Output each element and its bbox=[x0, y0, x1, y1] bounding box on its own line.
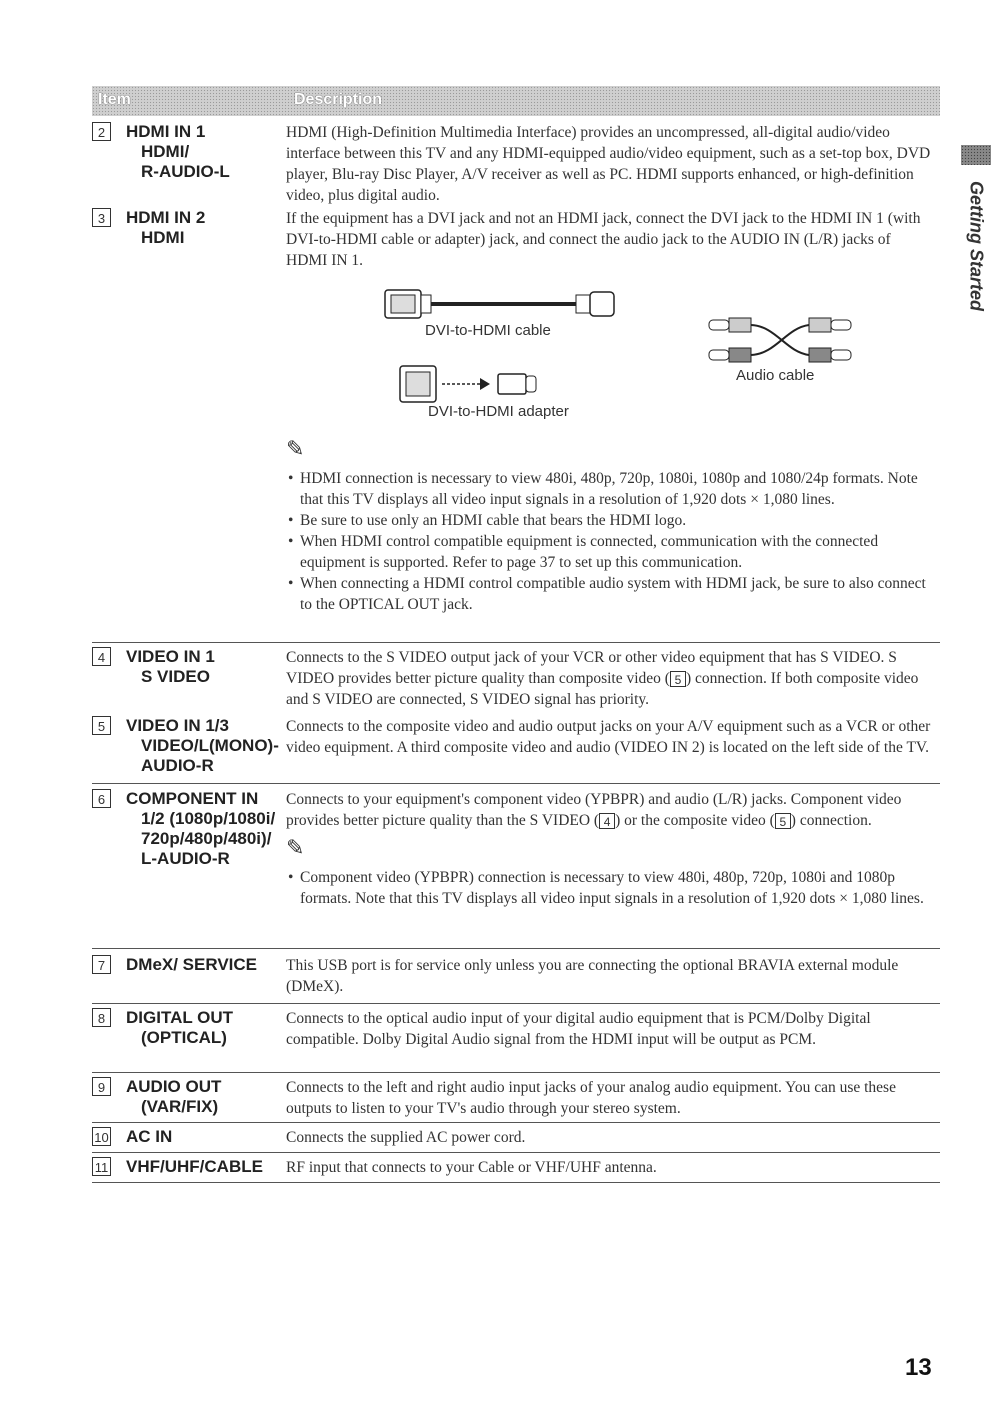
item-description bbox=[286, 955, 932, 997]
item-number: 4 bbox=[92, 647, 111, 666]
audio-cable-illustration bbox=[706, 314, 856, 366]
note-item: • Be sure to use only an HDMI cable that bears the HDMI logo. bbox=[286, 510, 932, 531]
item-description bbox=[286, 1157, 932, 1178]
table-header bbox=[92, 86, 940, 116]
item-name-line: VHF/UHF/CABLE bbox=[126, 1157, 263, 1176]
item-name bbox=[126, 789, 275, 869]
item-description bbox=[286, 122, 932, 206]
item-description bbox=[286, 716, 932, 758]
row-divider bbox=[92, 948, 940, 949]
item-name-line: (VAR/FIX) bbox=[141, 1097, 219, 1116]
row-divider bbox=[92, 1122, 940, 1123]
description-text: RF input that connects to your Cable or VHF/UHF antenna. bbox=[286, 1159, 657, 1176]
item-number: 5 bbox=[92, 716, 111, 735]
item-description bbox=[286, 1127, 932, 1148]
description-text: This USB port is for service only unless you are connecting the optional BRAVIA external module (DMeX). bbox=[286, 957, 899, 995]
note-item: • When connecting a HDMI control compatible audio system with HDMI jack, be sure to also connect to the OPTICAL OUT jack. bbox=[286, 573, 932, 615]
item-description bbox=[286, 647, 932, 710]
description-text: Connects the supplied AC power cord. bbox=[286, 1129, 526, 1146]
item-name-line: (OPTICAL) bbox=[141, 1028, 227, 1047]
item-description bbox=[286, 1077, 932, 1119]
item-name-line: R-AUDIO-L bbox=[141, 162, 230, 181]
item-name-line: HDMI IN 1 bbox=[126, 122, 206, 141]
item-name-line: L-AUDIO-R bbox=[141, 849, 230, 868]
row-divider bbox=[92, 1072, 940, 1073]
description-text: Connects to the left and right audio input jacks of your analog audio equipment. You can use these outputs to listen to your TV's audio through your stereo system. bbox=[286, 1079, 896, 1117]
item-name-line: AC IN bbox=[126, 1127, 173, 1146]
description-text: Connects to the optical audio input of your digital audio equipment that is PCM/Dolby Digital compatible. Dolby Digital Audio signal from the HDMI input will be output as PCM. bbox=[286, 1010, 871, 1048]
item-name bbox=[126, 716, 279, 776]
dvi-cable-caption: DVI-to-HDMI cable bbox=[425, 322, 551, 339]
item-name-line: DMeX/ SERVICE bbox=[126, 955, 258, 974]
item-number: 9 bbox=[92, 1077, 111, 1096]
note-pencil-icon: ✎ bbox=[286, 835, 305, 860]
row-divider bbox=[92, 1003, 940, 1004]
row-divider bbox=[92, 783, 940, 784]
description-text: If the equipment has a DVI jack and not an HDMI jack, connect the DVI jack to the HDMI IN 1 (with DVI-to-HDMI cable or adapter) jack, and connect the audio jack to the AUDIO IN (L/R) jacks of HDMI IN 1. bbox=[286, 210, 921, 269]
item-name-line: VIDEO IN 1 bbox=[126, 647, 215, 666]
item-description bbox=[286, 208, 932, 271]
item-name bbox=[126, 647, 215, 687]
item-name-line: COMPONENT IN bbox=[126, 789, 259, 808]
description-text: Connects to the composite video and audio output jacks on your A/V equipment such as a VCR or other video equipment. A third composite video and audio (VIDEO IN 2) is located on the left side of the TV. bbox=[286, 718, 931, 756]
item-name-line: DIGITAL OUT bbox=[126, 1008, 234, 1027]
dvi-hdmi-adapter-illustration bbox=[398, 362, 548, 406]
item-ref-badge: 5 bbox=[670, 671, 686, 687]
item-name-line: 720p/480p/480i)/ bbox=[141, 829, 272, 848]
note-pencil-icon: ✎ bbox=[286, 436, 305, 461]
header-item: Item bbox=[98, 91, 131, 108]
item-name-line: VIDEO IN 1/3 bbox=[126, 716, 229, 735]
item-number: 6 bbox=[92, 789, 111, 808]
item-description bbox=[286, 1008, 932, 1050]
dvi-adapter-caption: DVI-to-HDMI adapter bbox=[428, 403, 569, 420]
description-text: Connects to the S VIDEO output jack of your VCR or other video equipment that has S VIDEO. S VIDEO provides better picture quality than composite video ( 5 ) connection. If both composite video and S VIDEO are connected, S VIDEO signal has priority. bbox=[286, 649, 919, 708]
audio-cable-caption: Audio cable bbox=[736, 367, 815, 384]
item-number: 7 bbox=[92, 955, 111, 974]
description-text: Connects to your equipment's component video (YPBPR) and audio (L/R) jacks. Component video provides better picture quality than the S VIDEO ( 4 ) or the composite video ( 5 ) connection. bbox=[286, 791, 902, 830]
item-name-line: AUDIO-R bbox=[141, 756, 214, 775]
description-text: HDMI (High-Definition Multimedia Interface) provides an uncompressed, all-digital audio/video interface between this TV and any HDMI-equipped audio/video equipment, such as a set-top box, DVD player, Blu-ray Disc Player, A/V receiver as well as PC. HDMI supports enhanced, or high-definition video, plus digital audio. bbox=[286, 124, 931, 204]
item-name bbox=[126, 1157, 263, 1177]
item-name-line: VIDEO/L(MONO)- bbox=[141, 736, 279, 755]
note-item: • Component video (YPBPR) connection is necessary to view 480i, 480p, 720p, 1080i and 1080p formats. Note that this TV displays all video input signals in a resolution of 1,920 dots × 1,080 lines. bbox=[286, 867, 932, 909]
row-divider bbox=[92, 1182, 940, 1183]
item-number: 2 bbox=[92, 122, 111, 141]
item-name bbox=[126, 122, 230, 182]
item-number: 3 bbox=[92, 208, 111, 227]
note-item: • When HDMI control compatible equipment is connected, communication with the connected equipment is supported. Refer to page 37 to set up this communication. bbox=[286, 531, 932, 573]
item-ref-badge: 4 bbox=[599, 813, 615, 829]
item-number: 10 bbox=[92, 1127, 111, 1146]
item-number: 11 bbox=[92, 1157, 111, 1176]
notes-block bbox=[286, 432, 932, 615]
item-name-line: AUDIO OUT bbox=[126, 1077, 222, 1096]
page-number: 13 bbox=[905, 1354, 932, 1381]
row-divider bbox=[92, 1152, 940, 1153]
item-name bbox=[126, 208, 205, 248]
item-name-line: HDMI/ bbox=[141, 142, 190, 161]
item-ref-badge: 5 bbox=[775, 813, 791, 829]
item-description bbox=[286, 789, 932, 909]
item-name bbox=[126, 1077, 221, 1117]
item-name bbox=[126, 1008, 233, 1048]
section-tab-marker bbox=[961, 145, 991, 165]
item-name-line: HDMI bbox=[141, 228, 185, 247]
dvi-hdmi-cable-illustration bbox=[384, 284, 624, 324]
item-name-line: HDMI IN 2 bbox=[126, 208, 206, 227]
row-divider bbox=[92, 642, 940, 643]
note-item: • HDMI connection is necessary to view 480i, 480p, 720p, 1080i, 1080p and 1080/24p formats. Note that this TV displays all video input signals in a resolution of 1,920 dots × 1,080 lines. bbox=[286, 468, 932, 510]
header-description: Description bbox=[294, 91, 383, 108]
item-name-line: 1/2 (1080p/1080i/ bbox=[141, 809, 276, 828]
section-label: Getting Started bbox=[966, 180, 987, 312]
item-number: 8 bbox=[92, 1008, 111, 1027]
item-name bbox=[126, 1127, 172, 1147]
item-name bbox=[126, 955, 257, 975]
item-name-line: S VIDEO bbox=[141, 667, 210, 686]
